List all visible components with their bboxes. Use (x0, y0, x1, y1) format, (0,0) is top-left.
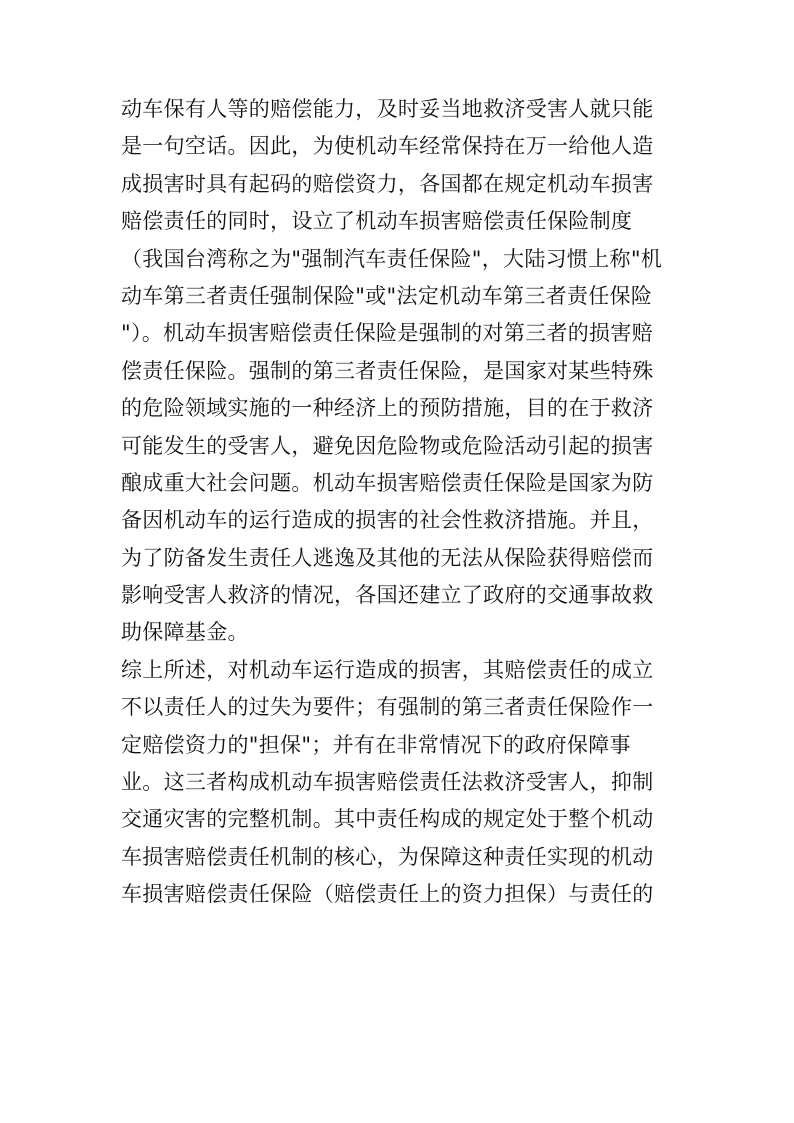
text-line: 业。这三者构成机动车损害赔偿责任法救济受害人，抑制 (121, 770, 654, 795)
text-line: 不以责任人的过失为要件；有强制的第三者责任保险作一 (121, 695, 654, 720)
text-line: 动车第三者责任强制保险"或"法定机动车第三者责任保险 (121, 283, 653, 308)
text-line: 定赔偿资力的"担保"；并有在非常情况下的政府保障事 (121, 732, 631, 757)
text-line: 车损害赔偿责任机制的核心，为保障这种责任实现的机动 (121, 844, 654, 869)
text-line: 助保障基金。 (121, 620, 249, 645)
text-line: 偿责任保险。强制的第三者责任保险，是国家对某些特殊 (121, 358, 654, 383)
text-line: "）。机动车损害赔偿责任保险是强制的对第三者的损害赔 (121, 321, 653, 346)
text-line: 赔偿责任的同时，设立了机动车损害赔偿责任保险制度 (121, 209, 633, 234)
text-line: 酿成重大社会问题。机动车损害赔偿责任保险是国家为防 (121, 470, 654, 495)
text-line: 是一句空话。因此，为使机动车经常保持在万一给他人造 (121, 134, 654, 159)
text-line: 的危险领域实施的一种经济上的预防措施，目的在于救济 (121, 396, 654, 421)
text-line: 备因机动车的运行造成的损害的社会性救济措施。并且， (121, 508, 654, 533)
text-line: 成损害时具有起码的赔偿资力，各国都在规定机动车损害 (121, 171, 654, 196)
text-line: 影响受害人救济的情况，各国还建立了政府的交通事故救 (121, 583, 654, 608)
text-line: 交通灾害的完整机制。其中责任构成的规定处于整个机动 (121, 807, 654, 832)
text-line: 可能发生的受害人，避免因危险物或危险活动引起的损害 (121, 433, 654, 458)
body-text (121, 91, 681, 914)
text-line: （我国台湾称之为"强制汽车责任保险"，大陆习惯上称"机 (121, 246, 663, 271)
text-line: 综上所述，对机动车运行造成的损害，其赔偿责任的成立 (121, 657, 654, 682)
text-line: 为了防备发生责任人逃逸及其他的无法从保险获得赔偿而 (121, 545, 654, 570)
text-line: 动车保有人等的赔偿能力，及时妥当地救济受害人就只能 (121, 97, 654, 121)
text-line: 车损害赔偿责任保险（赔偿责任上的资力担保）与责任的 (121, 882, 654, 907)
